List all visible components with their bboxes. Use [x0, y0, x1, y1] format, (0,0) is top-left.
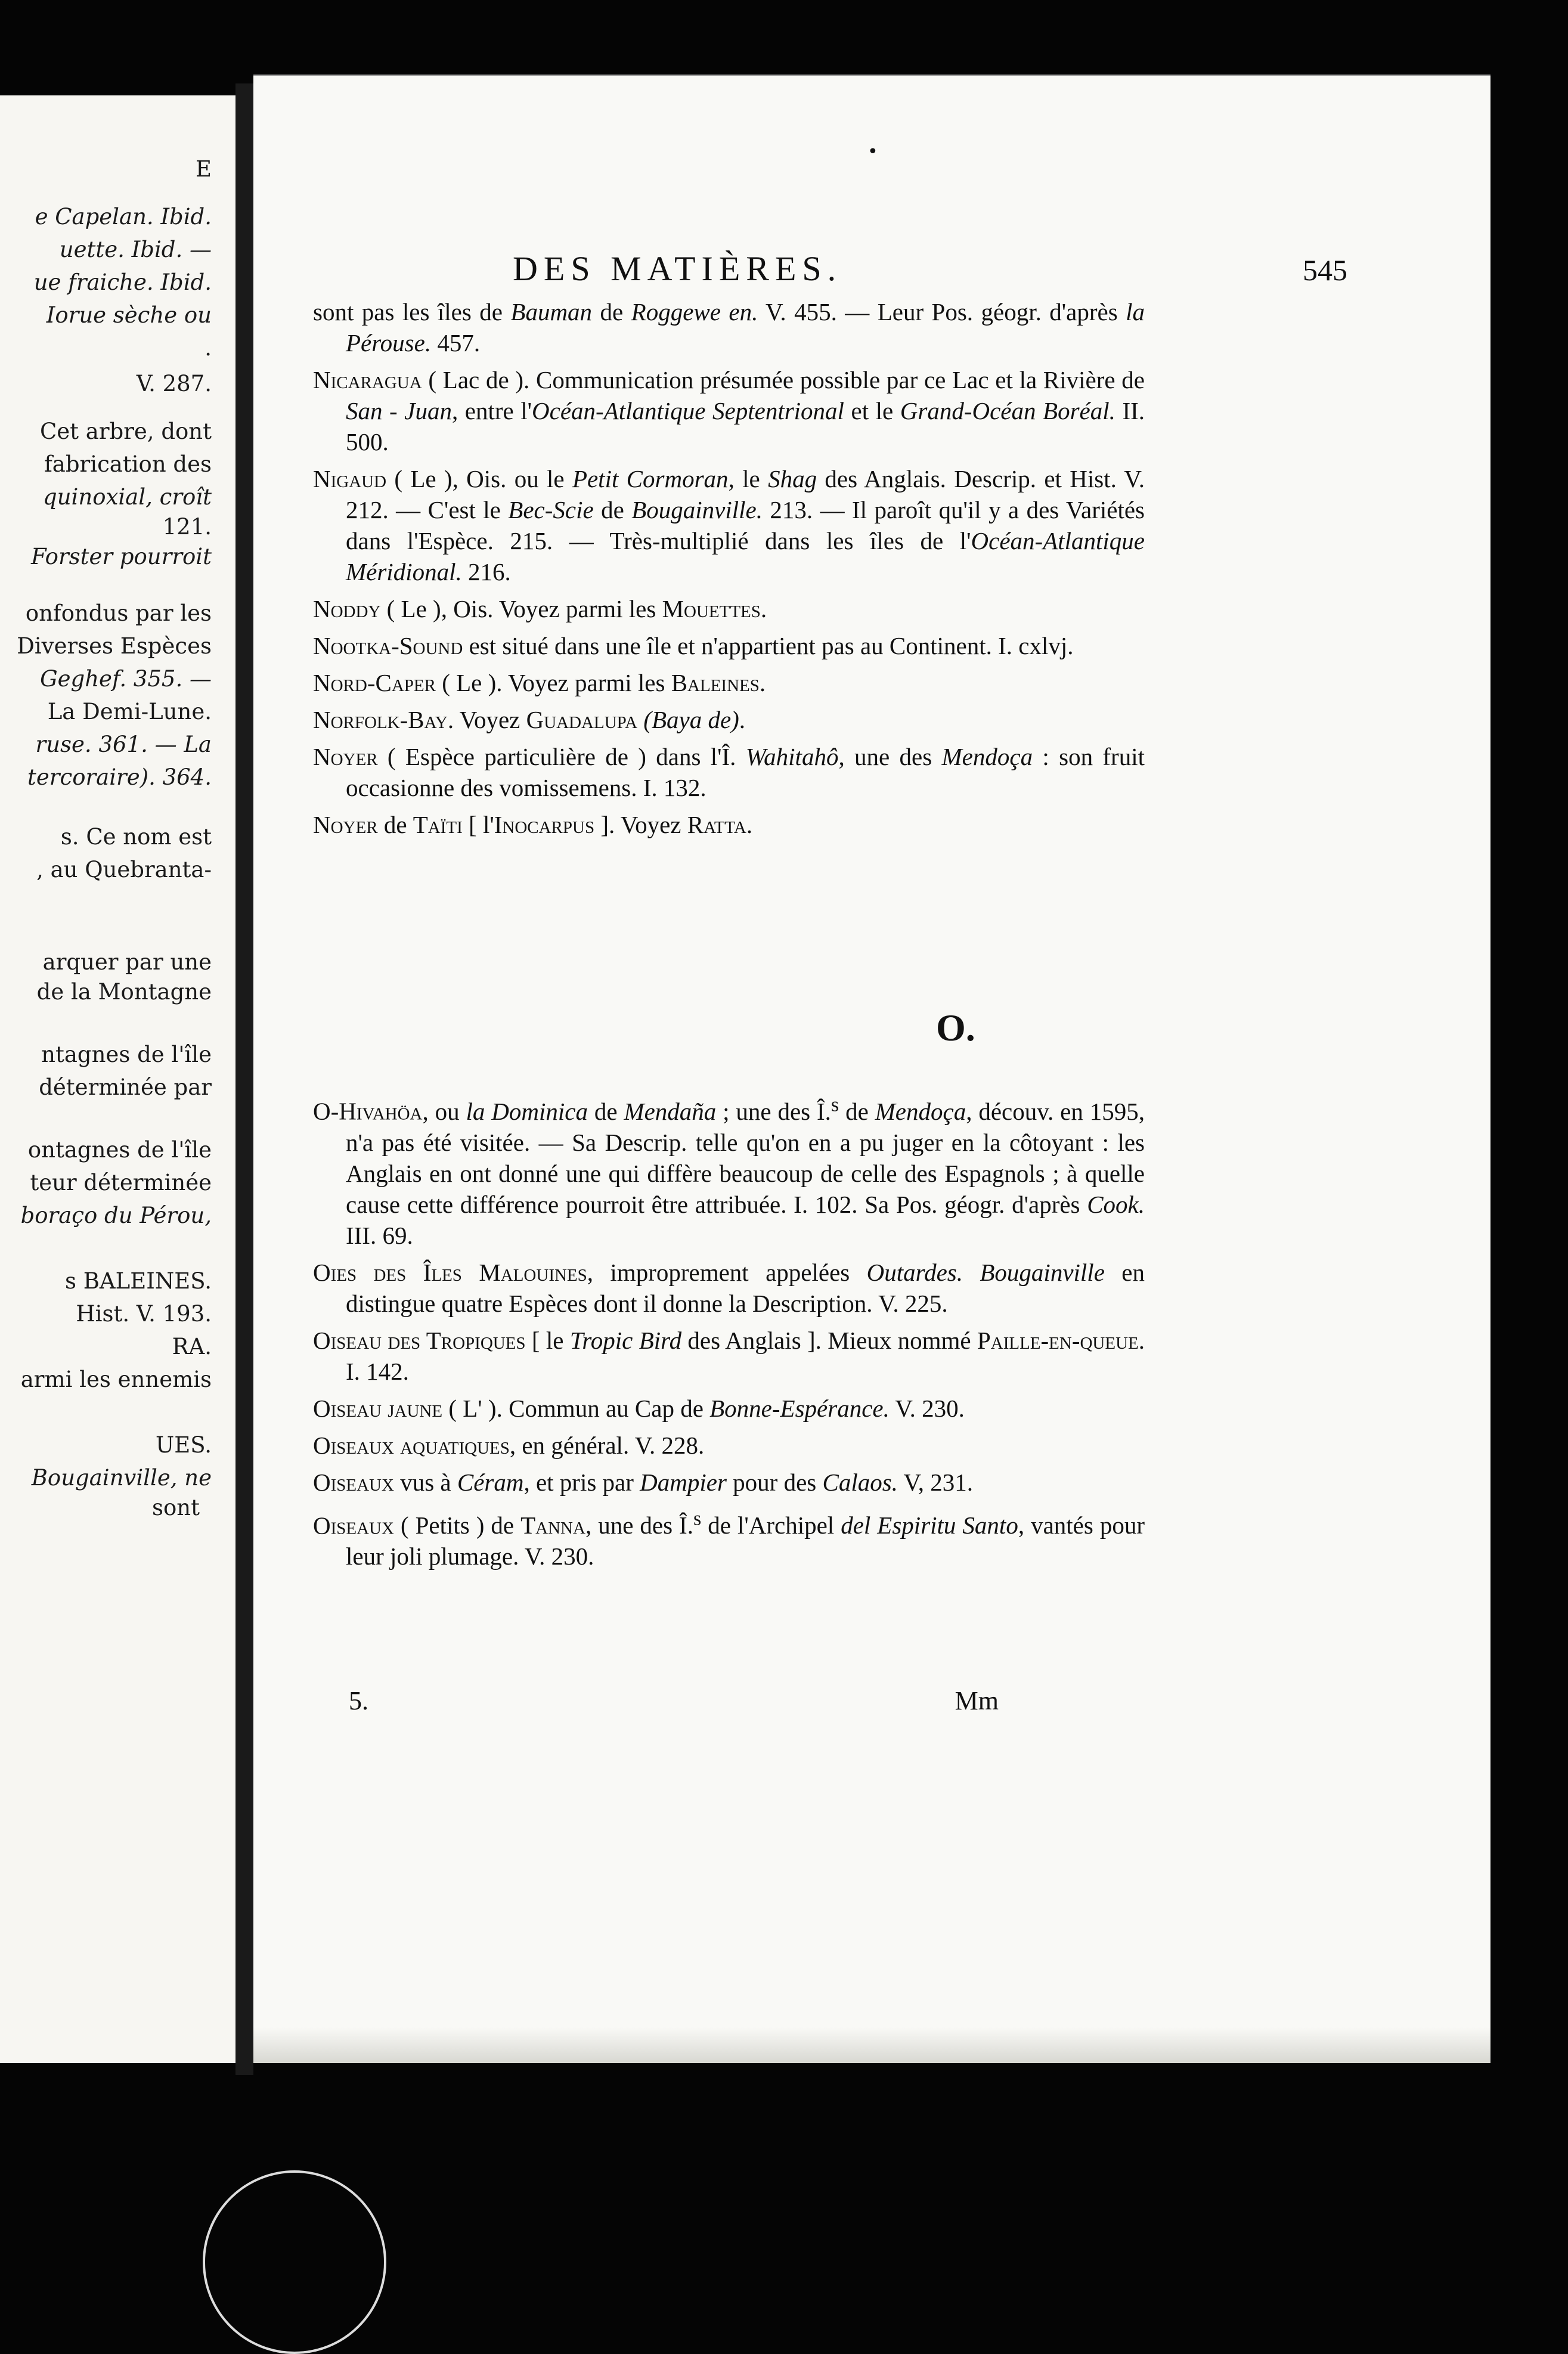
left-page-fragment: . — [204, 335, 212, 361]
left-page-fragment: 121. — [162, 514, 212, 540]
index-entry — [313, 1089, 1145, 1251]
index-entry — [313, 364, 1145, 457]
left-page-fragment: tercoraire). 364. — [27, 764, 212, 790]
running-title: DES MATIÈRES. — [513, 249, 842, 288]
left-page — [0, 95, 237, 2063]
left-page-fragment: teur déterminée — [30, 1170, 212, 1195]
signature-gathering: Mm — [955, 1686, 999, 1715]
entry-headword: Nigaud — [313, 465, 387, 493]
left-page-fragment: s BALEINES. — [64, 1268, 212, 1294]
entry-body: ( L' ). Commun au Cap de Bonne-Espérance. V. 230. — [442, 1394, 965, 1422]
entry-body: ( Lac de ). Communication présumée possible par ce Lac et la Rivière de San - Juan, entre l'Océan-Atlantique Septentrional et le Grand-Océan Boréal. II. 500. — [346, 366, 1145, 456]
index-entry — [313, 463, 1145, 587]
running-head — [513, 249, 1347, 289]
entry-body: , improprement appelées Outardes. Bougainville en distingue quatre Espèces dont il donne la Description. V. 225. — [346, 1258, 1145, 1317]
index-entry — [313, 630, 1145, 661]
left-page-fragment: Geghef. 355. — — [40, 666, 212, 692]
index-entry — [313, 667, 1145, 698]
index-entry — [313, 1504, 1145, 1572]
left-page-fragment: de la Montagne — [36, 979, 212, 1005]
left-page-fragment: Hist. V. 193. — [76, 1301, 212, 1327]
left-page-fragment: La Demi-Lune. — [47, 699, 212, 724]
left-page-fragment: ntagnes de l'île — [41, 1042, 212, 1067]
entry-body: , en général. V. 228. — [509, 1431, 705, 1459]
entry-body: [ le Tropic Bird des Anglais ]. Mieux nommé Paille-en-queue. I. 142. — [346, 1326, 1145, 1385]
left-page-fragment: sont — [152, 1495, 200, 1520]
index-entry — [313, 593, 1145, 624]
left-page-fragment: Bougainville, ne — [31, 1465, 212, 1491]
left-page-fragment: déterminée par — [39, 1074, 212, 1100]
book-gutter — [235, 83, 253, 2075]
entry-headword: Noyer — [313, 743, 378, 770]
entry-body: . Voyez Guadalupa (Baya de). — [447, 706, 746, 733]
entry-headword: Nootka-Sound — [313, 632, 463, 659]
entry-body: est situé dans une île et n'appartient pas au Continent. I. cxlvj. — [463, 632, 1074, 659]
left-page-fragment: arquer par une — [42, 949, 212, 975]
index-entries-n — [313, 296, 1145, 846]
left-page-fragment: uette. Ibid. — — [59, 237, 212, 262]
entry-body: ( Le ). Voyez parmi les Baleines. — [435, 669, 766, 696]
left-page-fragment: ruse. 361. — La — [35, 732, 212, 757]
entry-body: ( Le ), Ois. ou le Petit Cormoran, le Shag des Anglais. Descrip. et Hist. V. 212. — C'est le Bec-Scie de Bougainville. 213. — Il paroît qu'il y a des Variétés dans l'Espèce. 215. — Très-multiplié dans les îles de l'Océan-Atlantique Méridional. 216. — [346, 465, 1145, 586]
index-entry — [313, 1430, 1145, 1461]
left-page-fragment: , au Quebranta- — [36, 857, 212, 882]
page-number: 545 — [1303, 253, 1347, 287]
left-page-fragment: V. 287. — [136, 371, 212, 397]
index-entry — [313, 296, 1145, 358]
entry-body: ( Espèce particulière de ) dans l'Î. Wahitahô, une des Mendoça : son fruit occasionne des vomissemens. I. 132. — [346, 743, 1145, 801]
entry-headword: Noyer — [313, 811, 378, 838]
left-page-fragment: ontagnes de l'île — [27, 1137, 212, 1163]
entry-headword: O-Hivahöa — [313, 1097, 423, 1125]
index-entry — [313, 704, 1145, 735]
entry-headword: Oiseau des Tropiques — [313, 1326, 526, 1354]
index-entry — [313, 1467, 1145, 1498]
entry-body: de Taïti [ l'Inocarpus ]. Voyez Ratta. — [377, 811, 753, 838]
entry-body: vus à Céram, et pris par Dampier pour des Calaos. V, 231. — [393, 1468, 974, 1496]
entry-body: ( Petits ) de Tanna, une des Î.$^s$ de l'Archipel del Espiritu Santo, vantés pour leur joli plumage. V. 230. — [346, 1507, 1145, 1571]
left-page-fragment: onfondus par les — [25, 600, 212, 626]
page-dot: • — [867, 141, 878, 162]
entry-headword: Oiseaux — [313, 1511, 394, 1540]
left-page-fragment: Iorue sèche ou — [46, 302, 212, 328]
left-page-fragment: s. Ce nom est — [60, 824, 212, 850]
index-entry — [313, 809, 1145, 840]
entry-headword: Norfolk-Bay — [313, 706, 448, 733]
left-page-fragment: fabrication des — [44, 451, 212, 477]
entry-headword: Oiseaux aquatiques — [313, 1431, 510, 1459]
left-page-fragment: UES. — [156, 1432, 212, 1458]
signature-mark: 5. — [349, 1686, 368, 1715]
entry-body: ( Le ), Ois. Voyez parmi les Mouettes. — [380, 595, 767, 622]
section-letter: O. — [936, 1006, 975, 1049]
left-page-fragment: armi les ennemis — [20, 1367, 212, 1392]
index-entry — [313, 1393, 1145, 1424]
signature-line — [349, 1686, 1124, 1716]
entry-headword: Nord-Caper — [313, 669, 436, 696]
index-entry — [313, 1257, 1145, 1319]
left-page-fragment: RA. — [172, 1334, 212, 1359]
entry-headword: Oies des Îles Malouines — [313, 1258, 587, 1286]
right-page — [253, 75, 1490, 2061]
index-entry — [313, 1325, 1145, 1387]
scanner-arc-artifact — [203, 2170, 386, 2354]
left-page-fragment: quinoxial, croît — [43, 484, 212, 510]
index-entries-o — [313, 1089, 1145, 1578]
left-page-fragment: E — [195, 156, 212, 182]
left-page-fragment: ue fraiche. Ibid. — [33, 270, 212, 295]
left-page-fragment: Cet arbre, dont — [39, 419, 212, 444]
left-page-fragment: e Capelan. Ibid. — [35, 204, 212, 230]
entry-body: , ou la Dominica de Mendaña ; une des Î.$^s$ de Mendoça, découv. en 1595, n'a pas été visitée. — Sa Descrip. telle qu'on en a pu juger en la côtoyant : les Anglais en ont donné une qui diffère beaucoup de celle des Espagnols ; à quelle cause cette différence pourroit être attribuée. I. 102. Sa Pos. géogr. d'après Cook. III. 69. — [346, 1094, 1145, 1249]
entry-headword: Oiseau jaune — [313, 1394, 443, 1422]
entry-headword: Oiseaux — [313, 1468, 394, 1496]
entry-body: sont pas les îles de Bauman de Roggewe en. V. 455. — Leur Pos. géogr. d'après la Pérouse. 457. — [313, 298, 1145, 357]
left-page-fragment: Forster pourroit — [31, 544, 212, 569]
entry-headword: Noddy — [313, 595, 381, 622]
entry-headword: Nicaragua — [313, 366, 422, 394]
page-bottom-edge — [253, 2027, 1490, 2063]
left-page-fragment: Diverses Espèces — [17, 633, 212, 659]
index-entry — [313, 741, 1145, 803]
left-page-fragment: boraço du Pérou, — [20, 1203, 212, 1228]
